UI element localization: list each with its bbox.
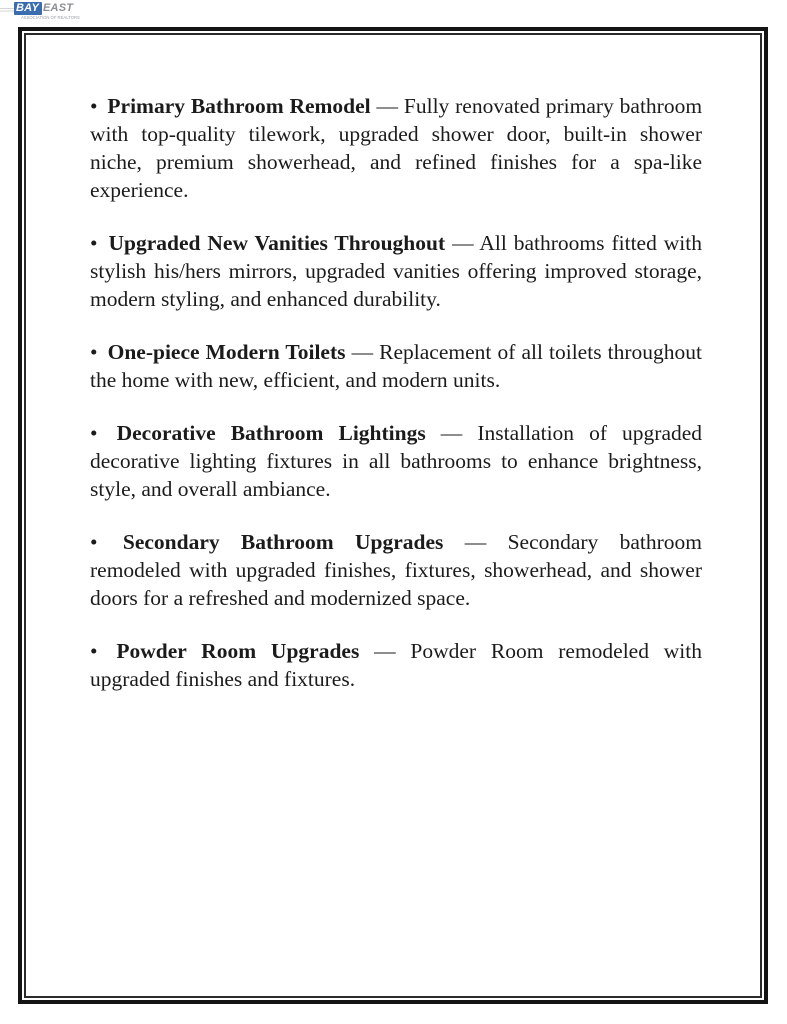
em-dash: — (452, 231, 474, 255)
item-term: One-piece Modern Toilets (107, 340, 346, 364)
item-term: Secondary Bathroom Upgrades (122, 530, 444, 554)
item-desc: All bathrooms fitted with stylish his/hers mirrors, upgraded vanities offering improved storage, modern styling, and enhanced durability. (90, 231, 703, 311)
bullet-glyph: • (90, 530, 98, 554)
item-term: Powder Room Upgrades (116, 639, 360, 663)
em-dash: — (374, 639, 396, 663)
item-desc: Powder Room remodeled with upgraded finishes and fixtures. (90, 639, 702, 691)
item-desc: Secondary bathroom remodeled with upgraded finishes, fixtures, showerhead, and shower doors for a refreshed and modernized space. (90, 530, 703, 610)
em-dash: — (440, 421, 463, 445)
list-item (90, 528, 702, 612)
logo-wordmark (14, 2, 161, 15)
list-item (90, 338, 702, 394)
item-term: Primary Bathroom Remodel (107, 94, 371, 118)
bayeast-logo (14, 2, 161, 26)
bullet-glyph: • (90, 231, 98, 255)
item-desc: Replacement of all toilets throughout the home with new, efficient, and modern units. (90, 340, 702, 392)
logo-tagline: ASSOCIATION OF REALTORS (21, 15, 80, 21)
bullet-glyph: • (90, 340, 98, 364)
em-dash: — (351, 340, 374, 364)
list-item (90, 419, 702, 503)
bullet-glyph: • (90, 639, 98, 663)
item-term: Decorative Bathroom Lightings (116, 421, 426, 445)
item-desc: Fully renovated primary bathroom with top-quality tilework, upgraded shower door, built-in shower niche, premium showerhead, and refined finishes for a spa-like experience. (90, 94, 703, 202)
item-desc: Installation of upgraded decorative lighting fixtures in all bathrooms to enhance brightness, style, and overall ambiance. (90, 421, 703, 501)
feature-list (90, 92, 702, 718)
illegible-watermark-text (0, 8, 15, 13)
bullet-glyph: • (90, 94, 98, 118)
em-dash: — (464, 530, 487, 554)
list-item (90, 637, 702, 693)
logo-bay-badge: BAY (14, 2, 42, 15)
em-dash: — (376, 94, 399, 118)
bullet-glyph: • (90, 421, 98, 445)
logo-east-text: EAST (43, 2, 74, 14)
list-item (90, 229, 702, 313)
item-term: Upgraded New Vanities Throughout (108, 231, 446, 255)
list-item (90, 92, 702, 204)
